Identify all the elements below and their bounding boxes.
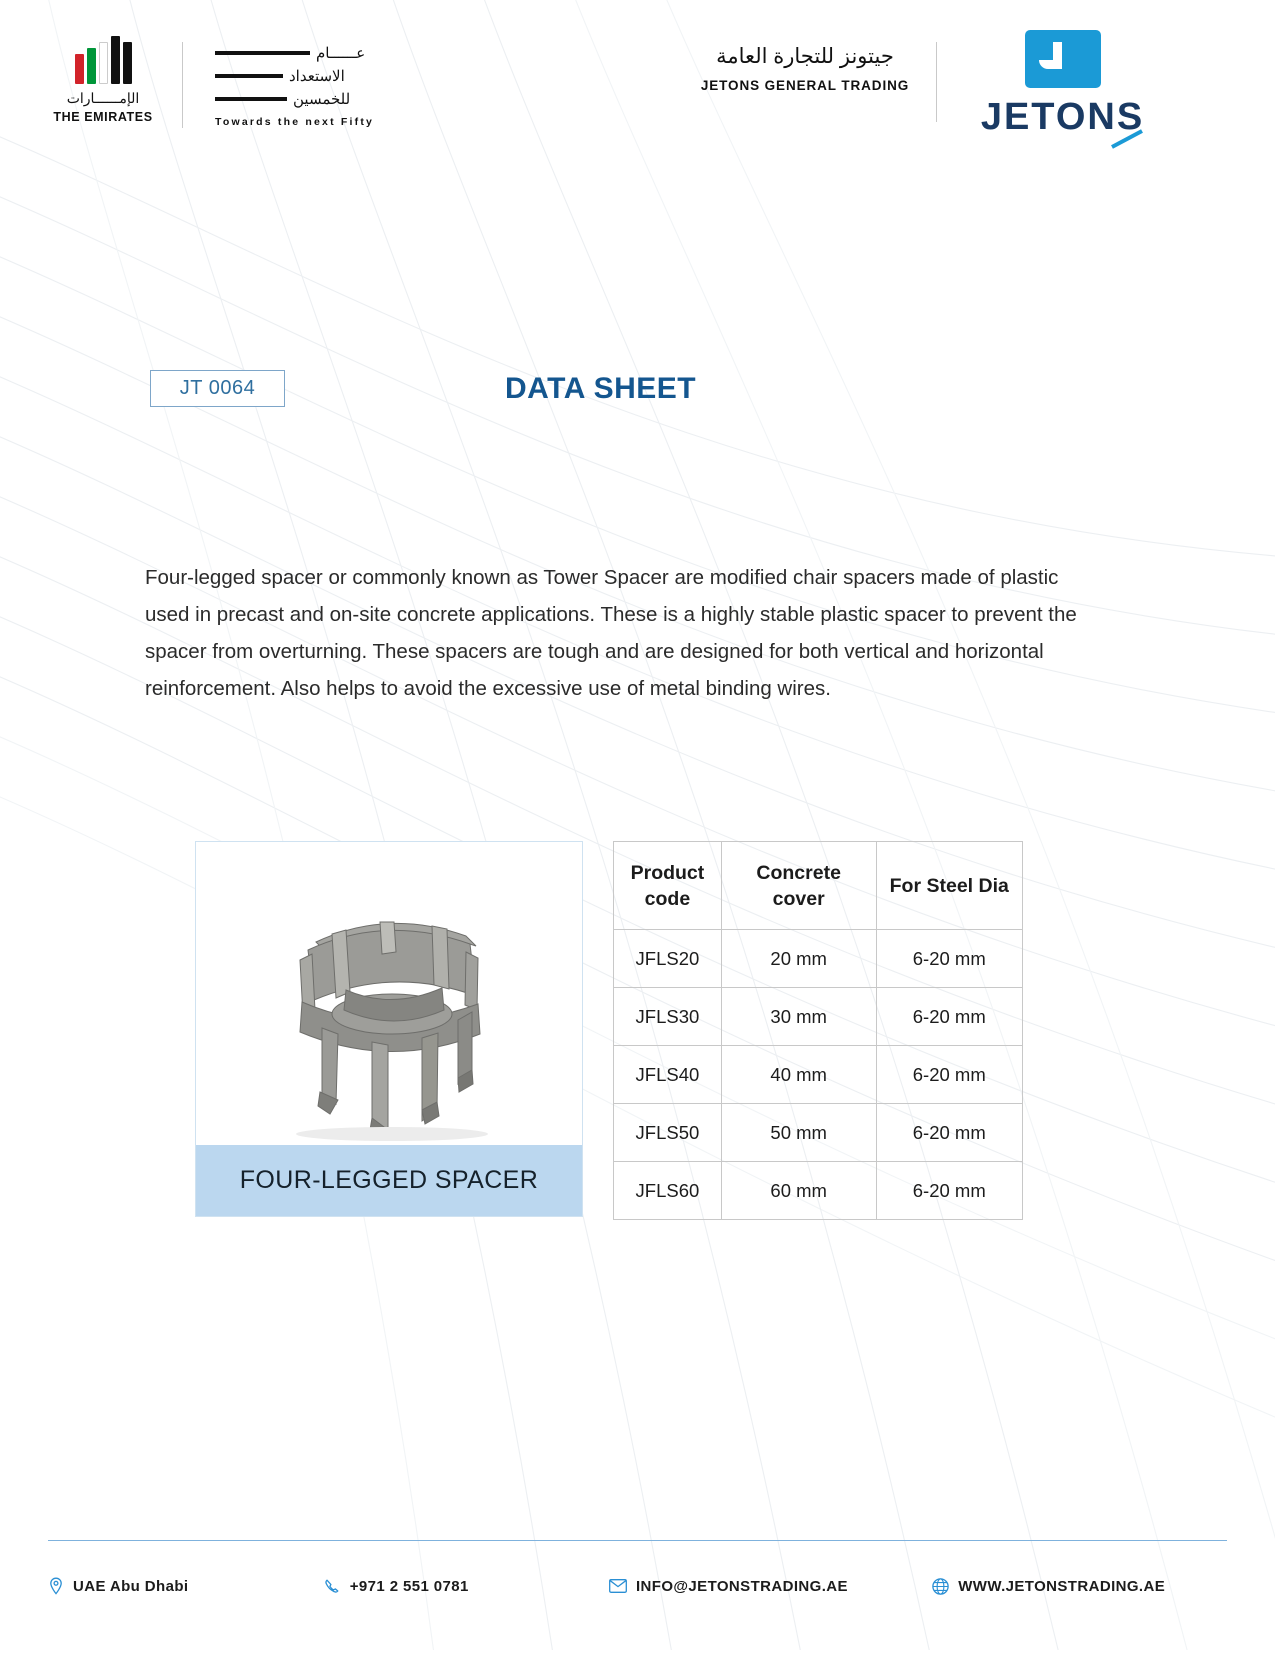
next-fifty-line3: للخمسين — [293, 91, 351, 108]
document-code-badge: JT 0064 — [150, 370, 285, 407]
footer-email — [609, 1578, 932, 1595]
product-caption — [196, 1145, 582, 1216]
jetons-wordmark-text: JETONS — [980, 96, 1145, 138]
footer-divider — [48, 1540, 1227, 1541]
uae-emblem-english: THE EMIRATES — [53, 110, 153, 124]
jetons-j-mark-icon — [1025, 30, 1101, 88]
product-caption-text: FOUR-LEGGED SPACER — [239, 1166, 539, 1194]
page-title: DATA SHEET — [505, 372, 697, 405]
cell-concrete-cover: 20 mm — [721, 930, 876, 988]
footer-website-text[interactable]: WWW.JETONSTRADING.AE — [958, 1577, 1166, 1595]
cell-steel-dia: 6-20 mm — [876, 1104, 1023, 1162]
footer-phone-text[interactable]: +971 2 551 0781 — [349, 1577, 469, 1595]
column-header-steel-dia: For Steel Dia — [876, 842, 1023, 930]
next-fifty-line2: الاستعداد — [289, 68, 345, 85]
table-header-row — [614, 842, 1023, 930]
cell-steel-dia: 6-20 mm — [876, 930, 1023, 988]
uae-emblem — [48, 38, 158, 124]
uae-flag-icon — [48, 38, 158, 84]
footer-phone — [324, 1578, 609, 1595]
cell-product-code: JFLS50 — [614, 1104, 722, 1162]
cell-steel-dia: 6-20 mm — [876, 1046, 1023, 1104]
cell-product-code: JFLS20 — [614, 930, 722, 988]
company-name-arabic: جيتونز للتجارة العامة — [716, 45, 894, 68]
table-row — [614, 1162, 1023, 1220]
company-name-english: JETONS GENERAL TRADING — [700, 78, 910, 93]
table-row — [614, 988, 1023, 1046]
cell-steel-dia: 6-20 mm — [876, 1162, 1023, 1220]
cell-concrete-cover: 30 mm — [721, 988, 876, 1046]
page-header — [0, 0, 1275, 170]
next-fifty-tagline: Towards the next Fifty — [215, 116, 375, 128]
phone-icon — [324, 1578, 341, 1595]
cell-product-code: JFLS30 — [614, 988, 722, 1046]
jetons-wordmark — [981, 96, 1144, 139]
next-fifty-logo — [215, 44, 415, 128]
jetons-logo — [955, 30, 1170, 139]
globe-icon — [932, 1578, 949, 1595]
cell-concrete-cover: 40 mm — [721, 1046, 876, 1104]
specification-table — [613, 841, 1023, 1220]
table-row — [614, 930, 1023, 988]
company-name-block — [690, 44, 920, 93]
cell-concrete-cover: 60 mm — [721, 1162, 876, 1220]
product-description: Four-legged spacer or commonly known as Tower Spacer are modified chair spacers made of plastic used in precast and on-site concrete applications. These is a highly stable plastic spacer to prevent the spacer from overturning. These spacers are tough and are designed for both vertical and horizontal reinforcement. Also helps to avoid the excessive use of metal binding wires. — [145, 565, 1077, 700]
footer-address — [48, 1577, 324, 1595]
uae-emblem-arabic: الإمــــــارات — [66, 90, 140, 106]
table-row — [614, 1104, 1023, 1162]
cell-steel-dia: 6-20 mm — [876, 988, 1023, 1046]
header-divider-left — [182, 42, 183, 128]
header-divider-right — [936, 42, 937, 122]
product-photo — [196, 842, 582, 1147]
cell-product-code: JFLS60 — [614, 1162, 722, 1220]
table-row — [614, 1046, 1023, 1104]
footer-address-text: UAE Abu Dhabi — [73, 1577, 189, 1595]
next-fifty-line1: عــــــام — [316, 45, 366, 62]
location-pin-icon — [48, 1577, 64, 1595]
footer-email-text[interactable]: INFO@JETONSTRADING.AE — [635, 1577, 848, 1595]
envelope-icon — [609, 1579, 627, 1593]
cell-concrete-cover: 50 mm — [721, 1104, 876, 1162]
product-image-card — [195, 841, 583, 1217]
page-footer — [48, 1566, 1227, 1606]
column-header-product-code: Product code — [614, 842, 722, 930]
cell-product-code: JFLS40 — [614, 1046, 722, 1104]
footer-website — [932, 1578, 1227, 1595]
column-header-concrete-cover: Concrete cover — [721, 842, 876, 930]
